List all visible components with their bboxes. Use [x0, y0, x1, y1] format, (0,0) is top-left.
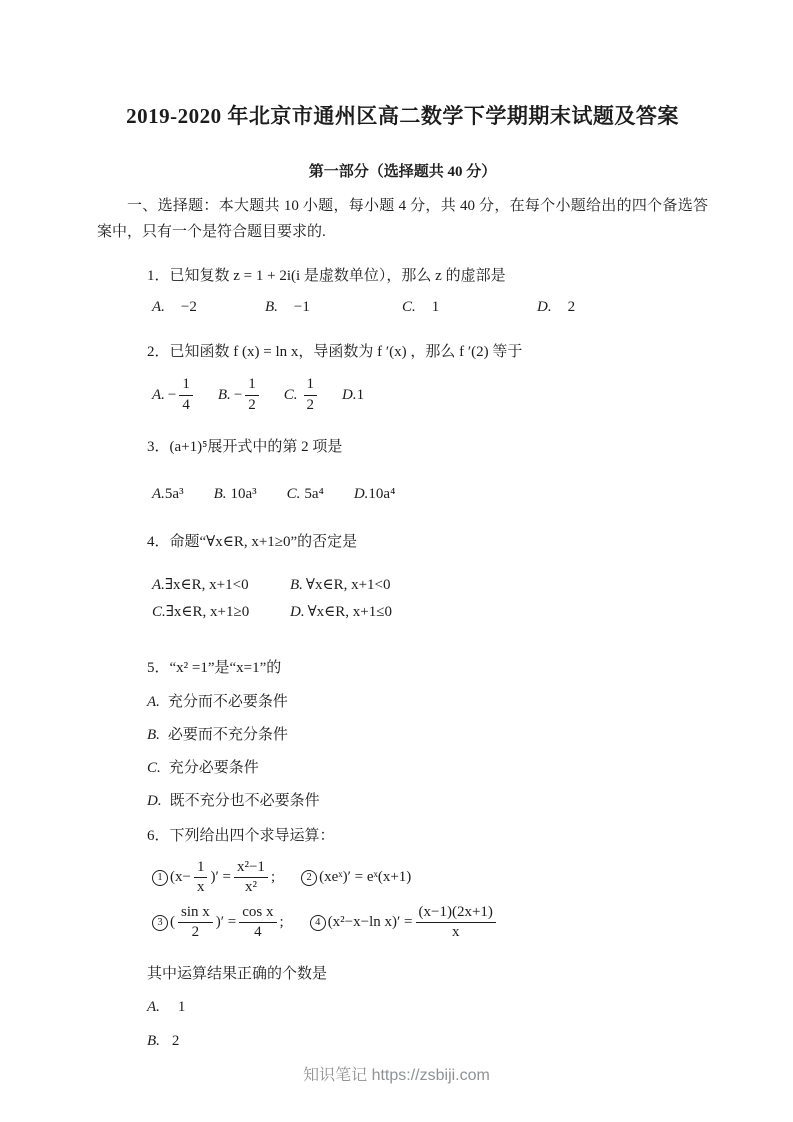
option-label: A.: [147, 999, 160, 1015]
question-2-stem: 2．已知函数 f (x) = ln x，导函数为 f ′(x) ，那么 f ′(2) 等于: [147, 344, 523, 360]
eq-text: (xeˣ)′ = eˣ(x+1): [319, 869, 412, 885]
fraction: $\frac{\text{sin x}}{2}$: [178, 904, 213, 942]
question-1-option-a: [152, 299, 265, 316]
question-1-option-b: [265, 299, 402, 316]
fraction: $\frac{1}{2}$: [304, 376, 318, 414]
option-label: B.: [147, 727, 160, 743]
question-5-option-c: [97, 756, 708, 777]
question-2-option-c: [284, 376, 320, 414]
question-4-option-b: [290, 572, 391, 599]
question-5-option-a: [97, 690, 708, 711]
option-label: D.: [537, 299, 552, 315]
question-3-stem: 3．(a+1)⁵展开式中的第 2 项是: [147, 439, 343, 455]
question-4-option-a: [152, 572, 290, 599]
option-text: 充分而不必要条件: [167, 694, 288, 710]
question-5-stem: 5．“x² =1”是“x=1”的: [147, 660, 282, 676]
option-label: A.: [152, 299, 165, 315]
question-2-option-b: [218, 376, 262, 414]
option-text: 充分必要条件: [168, 760, 259, 776]
option-text: ∀x∈R, x+1≤0: [307, 604, 392, 620]
option-label: C.: [286, 486, 301, 502]
eq-text: (x²−x−ln x)′ =: [327, 914, 413, 930]
option-label: A.: [152, 386, 165, 403]
circled-3-icon: 3: [152, 915, 168, 931]
minus-sign: −: [167, 386, 177, 403]
circled-1-icon: 1: [152, 870, 168, 886]
option-text: ∃x∈R, x+1≥0: [165, 604, 250, 620]
option-text: 1: [177, 999, 186, 1015]
question-6-option-a: [97, 999, 708, 1016]
option-text: −1: [293, 299, 310, 315]
question-4-stem: 4．命题“∀x∈R, x+1≥0”的否定是: [147, 534, 358, 550]
fraction: $\frac{\text{x²−1}}{\text{x²}}$: [234, 859, 268, 897]
fraction: $\frac{1}{4}$: [179, 376, 193, 414]
q6-derivatives-line-1: [97, 855, 708, 900]
option-label: B.: [217, 386, 231, 403]
question-1-option-c: [402, 299, 537, 316]
intro-paragraph: 一、选择题：本大题共 10 小题，每小题 4 分，共 40 分，在每个小题给出的四个备选答案中，只有一个是符合题目要求的.: [97, 198, 708, 240]
option-text: 必要而不充分条件: [167, 727, 288, 743]
option-text: 5a⁴: [304, 486, 324, 502]
option-label: D.: [353, 486, 369, 502]
option-label: D.: [342, 386, 357, 403]
question-4-option-c: [152, 599, 290, 626]
q6-derivatives-line-2: [97, 900, 708, 945]
question-4-options: [97, 572, 708, 626]
question-6-tail: 其中运算结果正确的个数是: [147, 966, 328, 982]
minus-sign: −: [233, 386, 243, 403]
question-5-option-d: [97, 789, 708, 810]
footer-credit: 知识笔记 https://zsbiji.com: [303, 1067, 490, 1084]
option-text: ∃x∈R, x+1<0: [164, 577, 249, 593]
fraction: $\frac{(x-1)(2x+1)}{x}$: [416, 904, 496, 942]
option-label: B.: [213, 486, 227, 502]
question-1-stem: 1．已知复数 z = 1 + 2i(i 是虚数单位），那么 z 的虚部是: [147, 268, 506, 284]
option-label: A.: [147, 694, 160, 710]
option-label: C.: [152, 604, 166, 620]
option-label: C.: [147, 760, 161, 776]
option-text: 5a³: [164, 486, 184, 502]
question-3-option-b: [214, 486, 257, 503]
question-1-option-d: [537, 299, 575, 316]
question-1-options: [97, 299, 708, 316]
eq-text: ;: [270, 869, 276, 885]
option-text: ∀x∈R, x+1<0: [305, 577, 391, 593]
option-text: 10a⁴: [368, 486, 396, 502]
option-text: 2: [567, 299, 576, 315]
option-label: C.: [402, 299, 416, 315]
eq-text: )′ =: [215, 914, 237, 930]
option-text: 1: [356, 386, 365, 403]
question-3-options: [97, 486, 708, 503]
eq-text: (: [170, 914, 175, 930]
question-3-option-d: [354, 486, 395, 503]
option-label: D.: [147, 793, 162, 809]
option-text: 2: [171, 1033, 180, 1049]
option-label: B.: [290, 577, 303, 593]
circled-2-icon: 2: [301, 870, 317, 886]
option-text: 1: [431, 299, 440, 315]
option-label: C.: [283, 386, 298, 403]
question-3-option-a: [152, 486, 184, 503]
eq-text: ;: [279, 914, 284, 930]
question-6-option-b: [97, 1033, 708, 1050]
option-label: B.: [265, 299, 278, 315]
option-label: A.: [152, 577, 165, 593]
fraction: $\frac{1}{2}$: [245, 376, 259, 414]
question-2-option-d: [342, 387, 364, 404]
section-heading: 第一部分（选择题共 40 分）: [308, 164, 497, 180]
fraction: $\frac{\text{cos x}}{4}$: [239, 904, 276, 942]
question-2-options: [97, 372, 708, 418]
option-text: −2: [180, 299, 197, 315]
circled-4-icon: 4: [310, 915, 326, 931]
option-label: B.: [147, 1033, 160, 1049]
page-title: 2019-2020 年北京市通州区高二数学下学期期末试题及答案: [126, 104, 679, 128]
question-3-option-c: [287, 486, 324, 503]
option-text: 10a³: [230, 486, 257, 502]
question-2-option-a: [152, 376, 196, 414]
option-text: 既不充分也不必要条件: [169, 793, 320, 809]
option-label: A.: [152, 486, 165, 502]
eq-text: )′ =: [210, 869, 231, 885]
question-4-option-d: [290, 599, 392, 626]
eq-text: (x−: [170, 869, 191, 885]
option-label: D.: [290, 604, 305, 620]
question-5-option-b: [97, 723, 708, 744]
fraction: $\frac{1}{x}$: [194, 859, 208, 897]
question-6-stem: 6．下列给出四个求导运算：: [147, 828, 335, 844]
